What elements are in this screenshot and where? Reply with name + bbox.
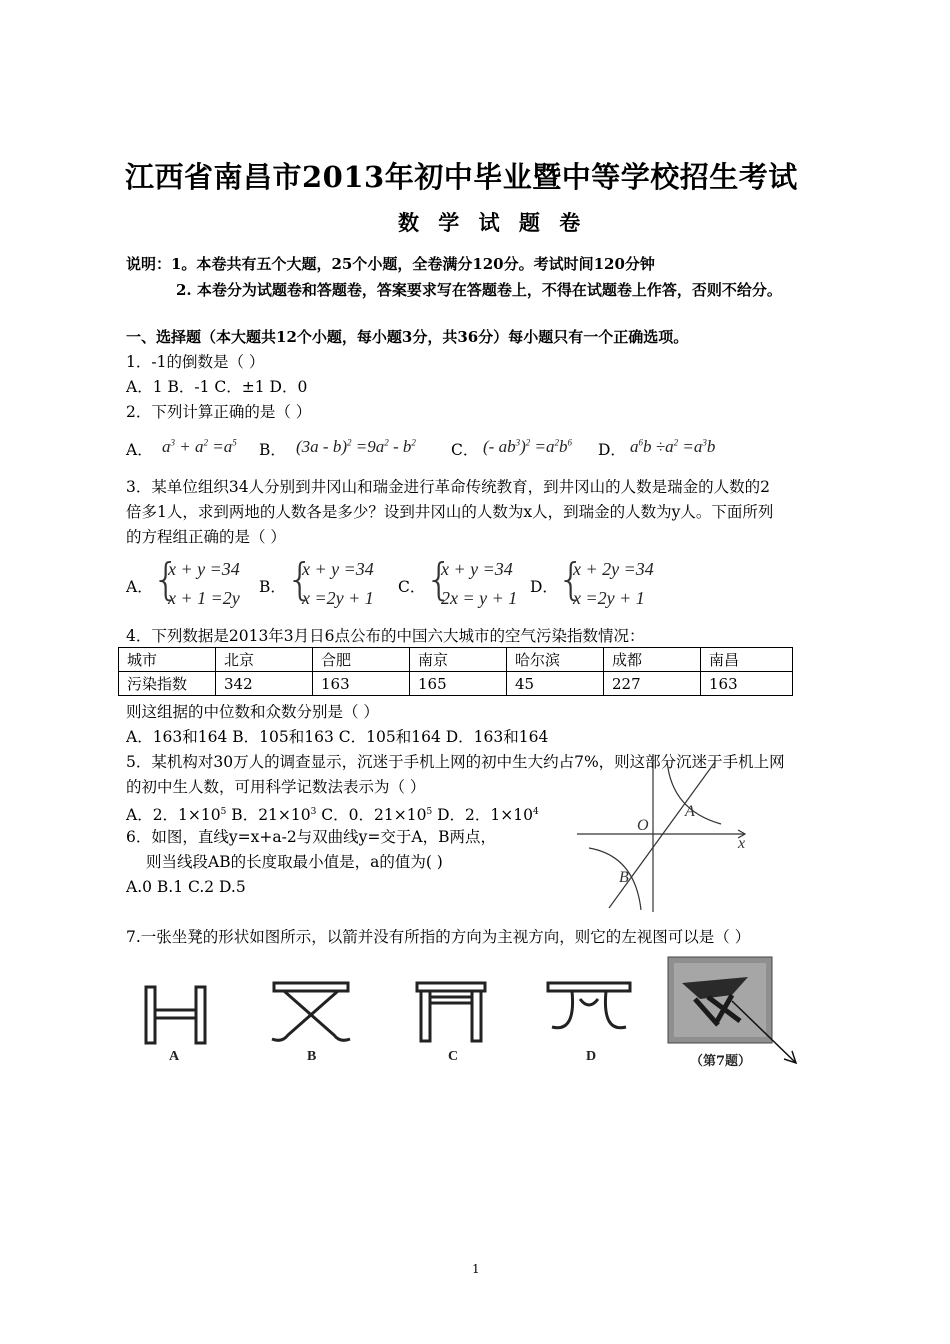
page-number: 1 — [472, 1262, 480, 1276]
stool-views-figure — [120, 955, 810, 1070]
table-cell: 342 — [216, 672, 313, 696]
table-cell: 成都 — [604, 648, 701, 672]
option-a-label: A — [169, 1049, 180, 1064]
q5-option-b: B．21×10 — [226, 806, 311, 825]
q2-option-b-label: B． — [259, 441, 286, 459]
point-a-label: A — [685, 803, 695, 820]
q2-option-b-formula: $(3a - b)^2 =9a^2 - b^2$ — [296, 437, 416, 456]
table-cell: 城市 — [119, 648, 216, 672]
stool-photo — [668, 957, 796, 1063]
q3-line-1: 3．某单位组织34人分别到井冈山和瑞金进行革命传统教育，到井冈山的人数是瑞金的人数的2 — [126, 478, 770, 496]
origin-label: O — [637, 817, 649, 834]
q2-option-a-formula: $a^3 + a^2 =a^5$ — [162, 437, 237, 456]
q4-stem: 4．下列数据是2013年3月日6点公布的中国六大城市的空气污染指数情况： — [126, 627, 645, 645]
table-cell: 合肥 — [313, 648, 410, 672]
q5-option-a-exponent: 5 — [220, 807, 227, 817]
q3-option-c-system — [441, 555, 517, 613]
table-cell: 45 — [507, 672, 604, 696]
hyperbola-graph — [575, 752, 755, 914]
q3-line-3: 的方程组正确的是（ ） — [126, 528, 286, 546]
equation: x + y =34 — [441, 559, 513, 579]
q2-stem: 2．下列计算正确的是（ ） — [126, 403, 312, 421]
equation: x + y =34 — [168, 559, 240, 579]
option-b-view-icon — [272, 983, 350, 1040]
q1-stem: 1．-1的倒数是（ ） — [126, 353, 265, 371]
q4-question: 则这组据的中位数和众数分别是（ ） — [126, 703, 379, 721]
q5-option-c: C．0．21×10 — [316, 806, 427, 825]
q5-option-a: A．2．1×10 — [126, 806, 221, 825]
brace-icon: { — [557, 554, 585, 605]
q1-options: A．1 B．-1 C．±1 D．0 — [126, 378, 308, 396]
x-axis-label: x — [738, 835, 746, 852]
figure-caption: （第7题） — [690, 1054, 752, 1069]
option-c-label: C — [448, 1049, 459, 1064]
q5-option-d-exponent: 4 — [533, 807, 539, 817]
exam-title: 江西省南昌市2013年初中毕业暨中等学校招生考试 — [125, 160, 798, 194]
q3-option-b-label: B． — [259, 578, 286, 596]
table-row — [119, 672, 793, 696]
q5-option-c-exponent: 5 — [426, 807, 433, 817]
q7-stem: 7.一张坐凳的形状如图所示，以箭并没有所指的方向为主视方向，则它的左视图可以是（ ） — [126, 928, 751, 946]
q6-options: A.0 B.1 C.2 D.5 — [126, 878, 246, 896]
brace-icon: { — [425, 554, 453, 605]
q6-line-2: 则当线段AB的长度取最小值是，a的值为( ) — [146, 853, 443, 871]
option-a-view-icon — [146, 987, 205, 1043]
q4-options: A．163和164 B．105和163 C．105和164 D．163和164 — [126, 728, 549, 746]
table-cell: 北京 — [216, 648, 313, 672]
table-cell: 哈尔滨 — [507, 648, 604, 672]
section-heading: 一、选择题（本大题共12个小题，每小题3分，共36分）每小题只有一个正确选项。 — [126, 328, 689, 346]
table-cell: 227 — [604, 672, 701, 696]
q5-line-1: 5．某机构对30万人的调查显示，沉迷于手机上网的初中生大约占7%，则这部分沉迷于手机上网 — [126, 753, 785, 771]
q2-option-c-formula: (- $ab^3)^2 =a^2b^6$ — [483, 437, 572, 456]
option-c-view-icon — [417, 983, 485, 1041]
brace-icon: { — [286, 554, 314, 605]
q3-option-d-system — [573, 555, 654, 613]
brace-icon: { — [152, 554, 180, 605]
instructions-2: 2. 本卷分为试题卷和答题卷，答案要求写在答题卷上，不得在试题卷上作答，否则不给分。 — [176, 281, 782, 299]
q3-option-d-label: D． — [530, 578, 558, 596]
equation: x =2y + 1 — [573, 588, 645, 608]
table-header-row — [119, 648, 793, 672]
table-cell: 163 — [313, 672, 410, 696]
point-b-label: B — [619, 869, 629, 886]
q2-option-a-label: A． — [126, 441, 153, 459]
q3-option-c-label: C． — [398, 578, 426, 596]
q3-option-a-system — [168, 555, 240, 613]
q5-options — [126, 802, 539, 825]
q5-option-b-exponent: 3 — [310, 807, 317, 817]
option-b-label: B — [307, 1049, 317, 1064]
q6-line-1: 6．如图，直线y=x+a-2与双曲线y=交于A，B两点， — [126, 828, 497, 846]
table-cell: 南昌 — [701, 648, 793, 672]
q3-line-2: 倍多1人，求到两地的人数各是多少？设到井冈山的人数为x人，到瑞金的人数为y人。下面所列 — [126, 503, 774, 521]
table-cell: 污染指数 — [119, 672, 216, 696]
q3-option-a-label: A． — [126, 578, 153, 596]
q5-line-2: 的初中生人数，可用科学记数法表示为（ ） — [126, 778, 426, 796]
equation: 2x = y + 1 — [441, 588, 518, 608]
equation: x + 1 =2y — [168, 588, 240, 608]
q2-option-d-label: D． — [598, 441, 626, 459]
equation: x + 2y =34 — [573, 559, 654, 579]
table-cell: 163 — [701, 672, 793, 696]
line-ab — [609, 762, 715, 908]
q3-option-b-system — [302, 555, 374, 613]
pollution-table — [118, 647, 793, 696]
option-d-view-icon — [548, 983, 630, 1028]
q5-option-d: D．2．1×10 — [432, 806, 533, 825]
instructions-1: 说明：1。本卷共有五个大题，25个小题，全卷满分120分。考试时间120分钟 — [126, 255, 655, 273]
exam-subtitle: 数 学 试 题 卷 — [398, 210, 587, 235]
q2-option-c-label: C． — [451, 441, 479, 459]
equation: x + y =34 — [302, 559, 374, 579]
equation: x =2y + 1 — [302, 588, 374, 608]
table-cell: 南京 — [410, 648, 507, 672]
table-cell: 165 — [410, 672, 507, 696]
q2-option-d-formula: $a^6b \div a^2 =a^3b$ — [630, 437, 716, 456]
option-d-label: D — [586, 1049, 597, 1064]
